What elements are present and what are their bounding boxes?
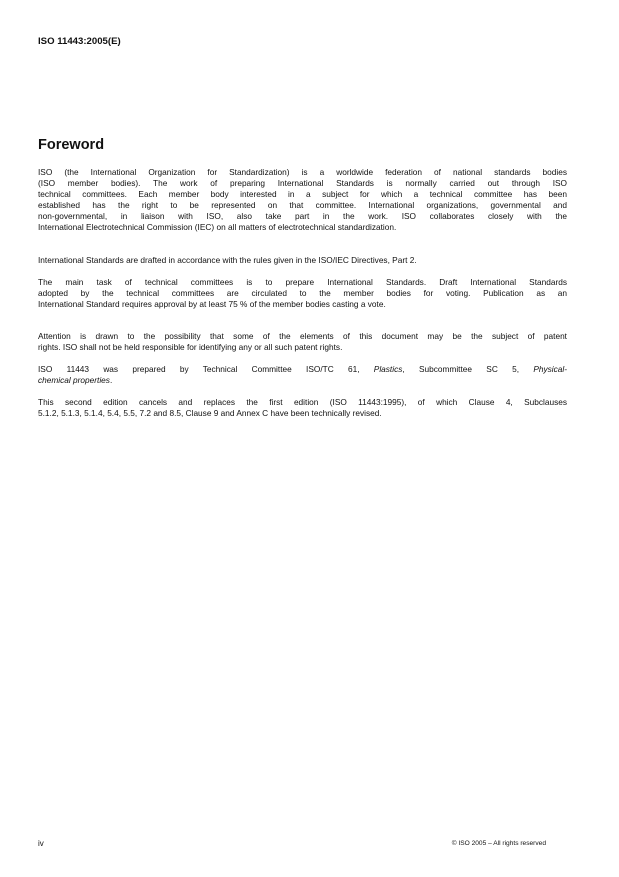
text-line: International Standards are drafted in accordance with the rules given in the ISO/IEC Directives, Part 2. [38, 255, 417, 265]
text-line: Attention is drawn to the possibility that some of the elements of this document may be the subject of patent [38, 331, 567, 341]
paragraph-edition [38, 397, 567, 419]
italic-subcommittee-name: chemical properties [38, 374, 110, 385]
paragraph-directives [38, 255, 567, 266]
copyright-notice: © ISO 2005 – All rights reserved [451, 840, 546, 847]
page-number: iv [38, 839, 44, 848]
text-line: established has the right to be represented on that committee. International organizations, governmental and [38, 199, 567, 210]
document-id-header: ISO 11443:2005(E) [38, 36, 121, 47]
text-segment: . [109, 374, 113, 385]
text-segment: ISO 11443 was prepared by Technical Committee ISO/TC 61, [38, 364, 374, 374]
paragraph-main-task [38, 277, 567, 310]
text-line: non-governmental, in liaison with ISO, also take part in the work. ISO collaborates closely with the [38, 210, 567, 221]
text-line: International Standard requires approval by at least 75 % of the member bodies casting a vote. [38, 298, 386, 309]
italic-subcommittee-name: Physical- [533, 364, 567, 374]
text-segment: , Subcommittee SC 5, [402, 364, 534, 374]
text-line: (ISO member bodies). The work of preparing International Standards is normally carried out through ISO [38, 177, 567, 188]
italic-committee-name: Plastics [373, 364, 403, 374]
text-line: 5.1.2, 5.1.3, 5.1.4, 5.4, 5.5, 7.2 and 8.5, Clause 9 and Annex C have been technically revised. [38, 407, 382, 418]
text-line [38, 364, 567, 375]
text-line: International Electrotechnical Commission (IEC) on all matters of electrotechnical standardization. [38, 221, 397, 232]
text-line: The main task of technical committees is to prepare International Standards. Draft International Standards [38, 277, 567, 287]
text-line: This second edition cancels and replaces the first edition (ISO 11443:1995), of which Clause 4, Subclauses [38, 397, 567, 407]
section-title: Foreword [38, 137, 105, 153]
paragraph-prepared-by [38, 364, 567, 386]
text-line: adopted by the technical committees are circulated to the member bodies for voting. Publication as an [38, 287, 567, 298]
text-line [38, 375, 567, 386]
paragraph-iso-intro [38, 167, 567, 232]
paragraph-patent [38, 331, 567, 353]
text-line: ISO (the International Organization for Standardization) is a worldwide federation of national standards bodies [38, 167, 567, 177]
text-line: rights. ISO shall not be held responsible for identifying any or all such patent rights. [38, 341, 343, 352]
text-line: technical committees. Each member body interested in a subject for which a technical committee has been [38, 188, 567, 199]
